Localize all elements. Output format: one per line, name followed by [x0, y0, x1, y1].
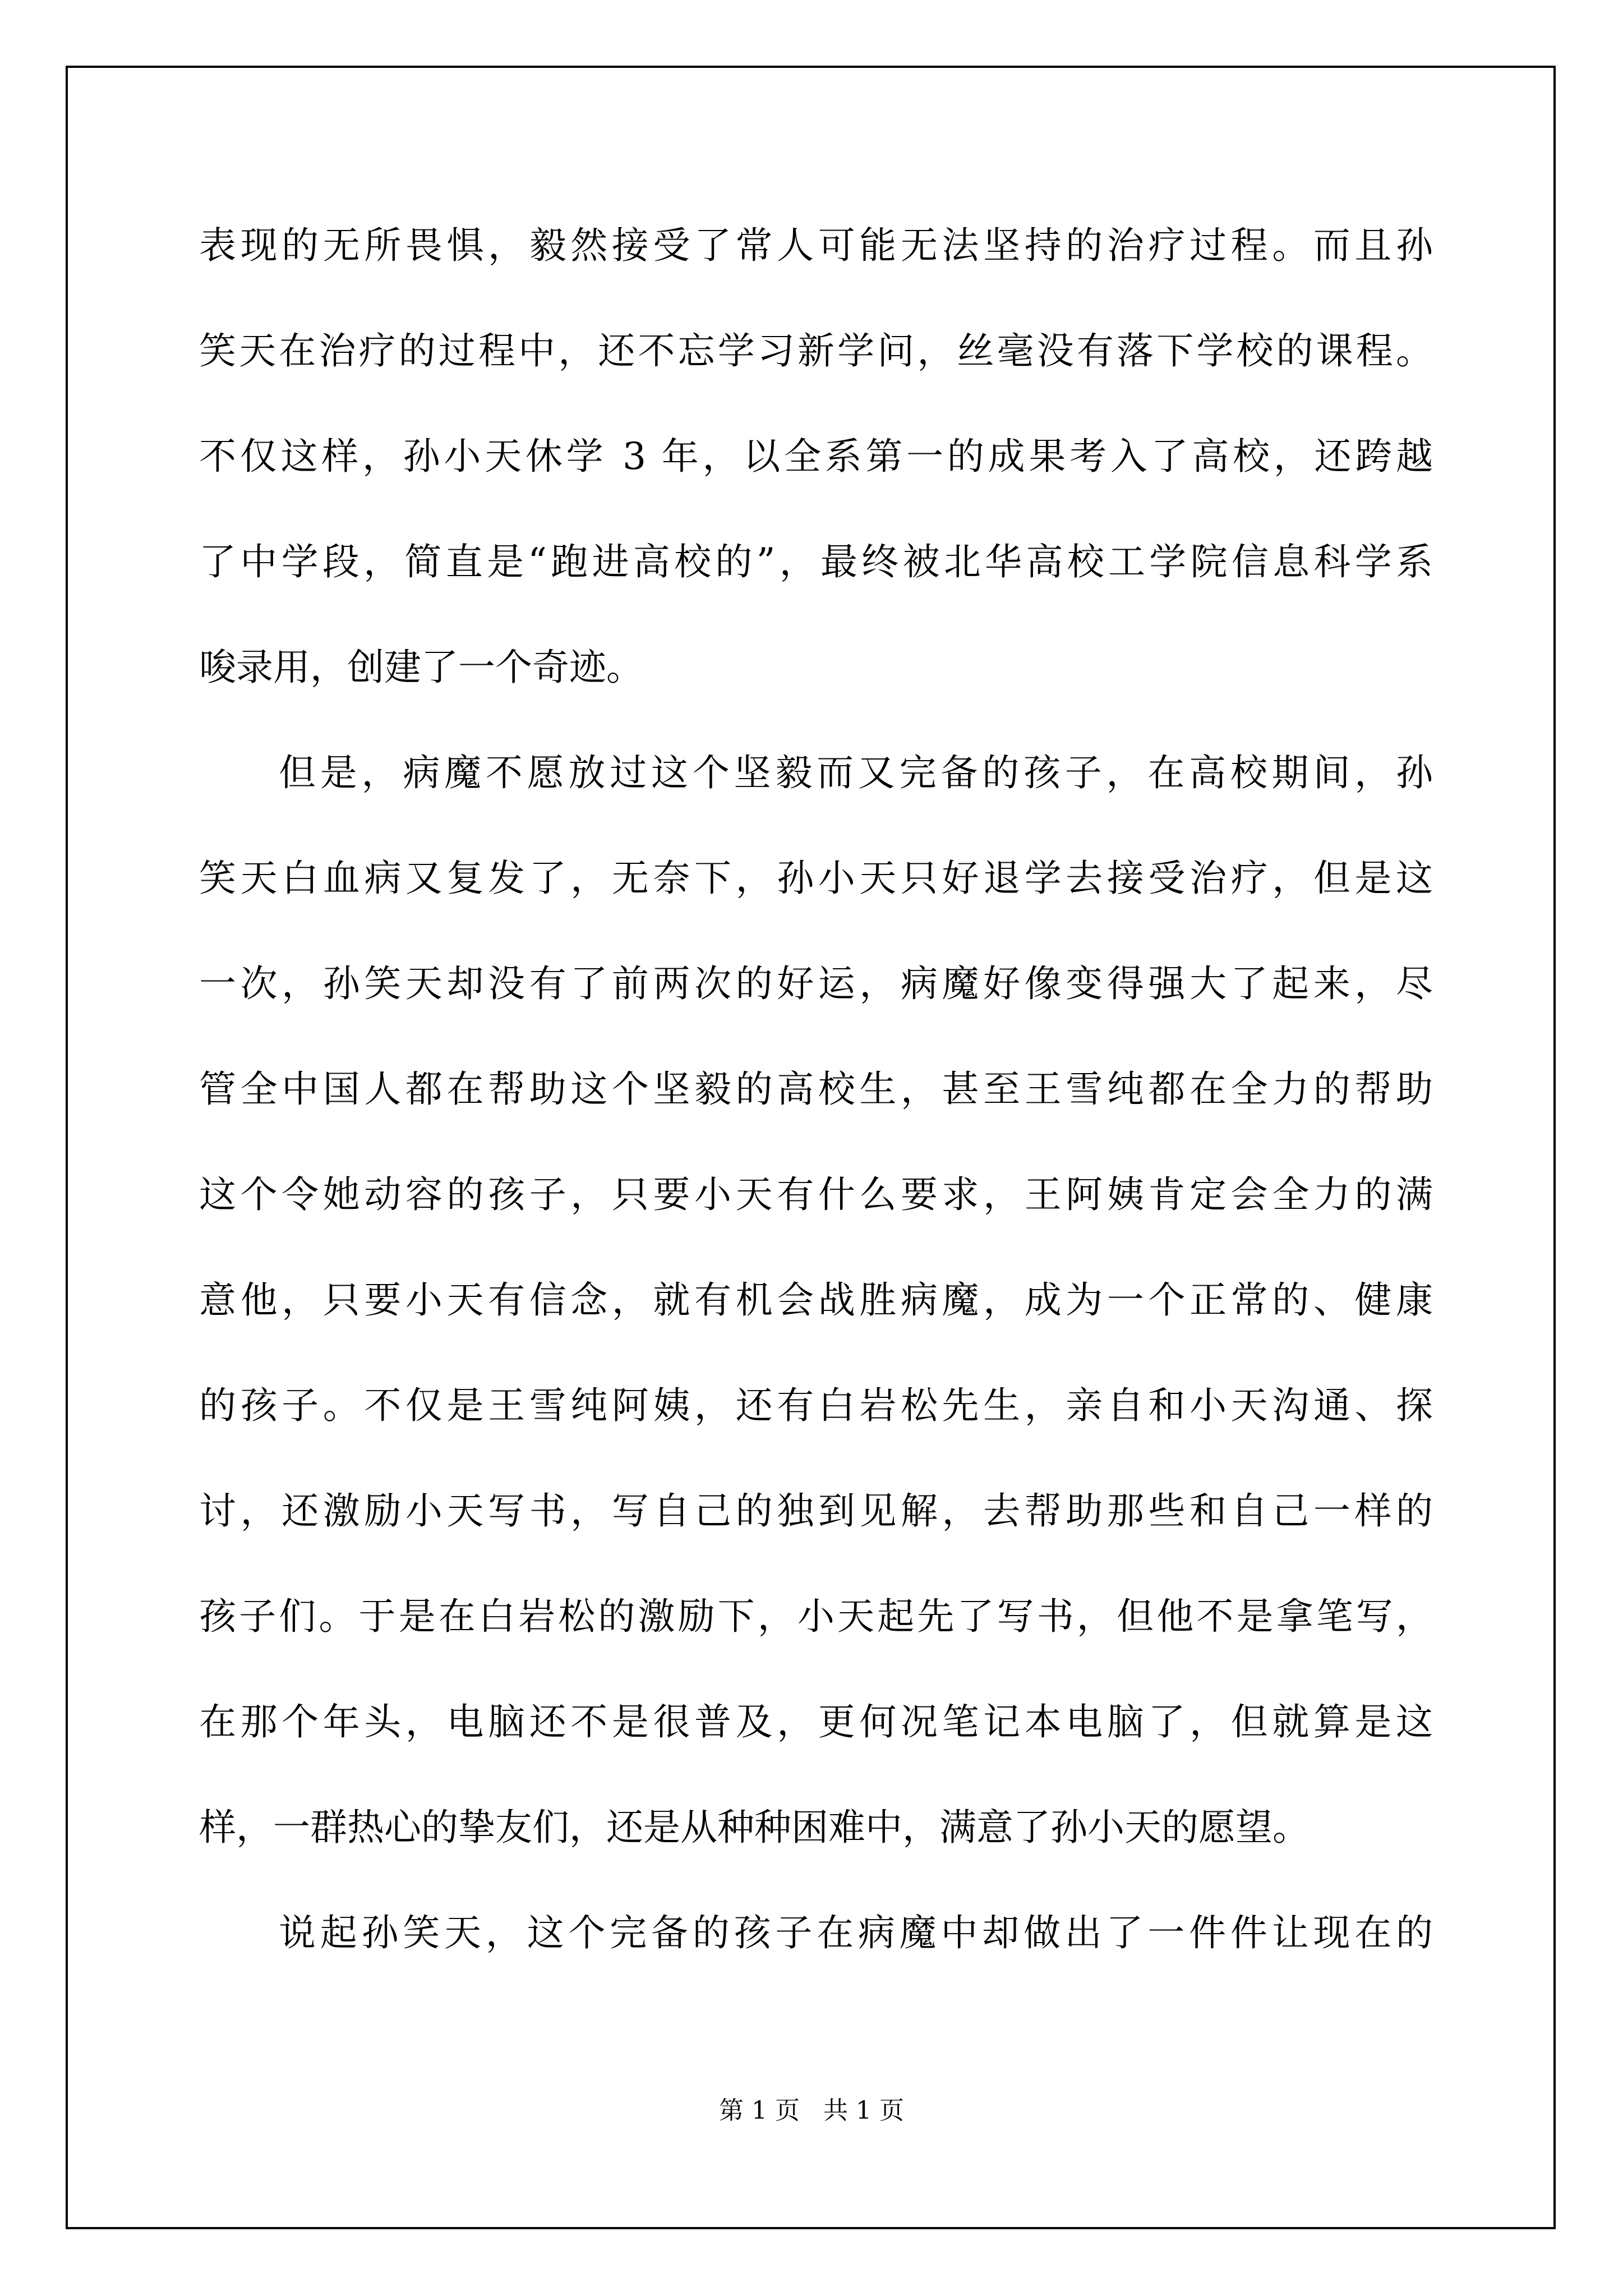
text-line: 一次，孙笑天却没有了前两次的好运，病魔好像变得强大了起来，尽 [199, 962, 1433, 1005]
text-line: 这个令她动容的孩子，只要小天有什么要求，王阿姨肯定会全力的满 [199, 1173, 1433, 1216]
text-line: 的孩子。不仅是王雪纯阿姨，还有白岩松先生，亲自和小天沟通、探 [199, 1384, 1433, 1427]
page-border [66, 66, 1556, 2229]
text-line: 意他，只要小天有信念，就有机会战胜病魔，成为一个正常的、健康 [199, 1278, 1433, 1322]
paragraph-first-line: 说起孙笑天，这个完备的孩子在病魔中却做出了一件件让现在的 [279, 1911, 1433, 1954]
text-line: 笑天白血病又复发了，无奈下，孙小天只好退学去接受治疗，但是这 [199, 857, 1433, 900]
text-line: 了中学段，简直是“跑进高校的”，最终被北华高校工学院信息科学系 [199, 540, 1433, 583]
text-line: 在那个年头，电脑还不是很普及，更何况笔记本电脑了，但就算是这 [199, 1700, 1433, 1743]
text-line: 孩子们。于是在白岩松的激励下，小天起先了写书，但他不是拿笔写， [199, 1595, 1433, 1638]
text-line: 讨，还激励小天写书，写自己的独到见解，去帮助那些和自己一样的 [199, 1489, 1433, 1533]
text-line: 样，一群热心的挚友们，还是从种种困难中，满意了孙小天的愿望。 [199, 1806, 1310, 1849]
page-number-footer: 第 1 页 共 1 页 [719, 2096, 904, 2125]
text-line: 不仅这样，孙小天休学 3 年，以全系第一的成果考入了高校，还跨越 [199, 435, 1433, 478]
text-line: 表现的无所畏惧，毅然接受了常人可能无法坚持的治疗过程。而且孙 [199, 224, 1433, 267]
text-line: 笑天在治疗的过程中，还不忘学习新学问，丝毫没有落下学校的课程。 [199, 329, 1433, 372]
text-line: 管全中国人都在帮助这个坚毅的高校生，甚至王雪纯都在全力的帮助 [199, 1068, 1433, 1111]
text-line: 唆录用，创建了一个奇迹。 [199, 646, 643, 689]
paragraph-first-line: 但是，病魔不愿放过这个坚毅而又完备的孩子，在高校期间，孙 [279, 751, 1433, 794]
